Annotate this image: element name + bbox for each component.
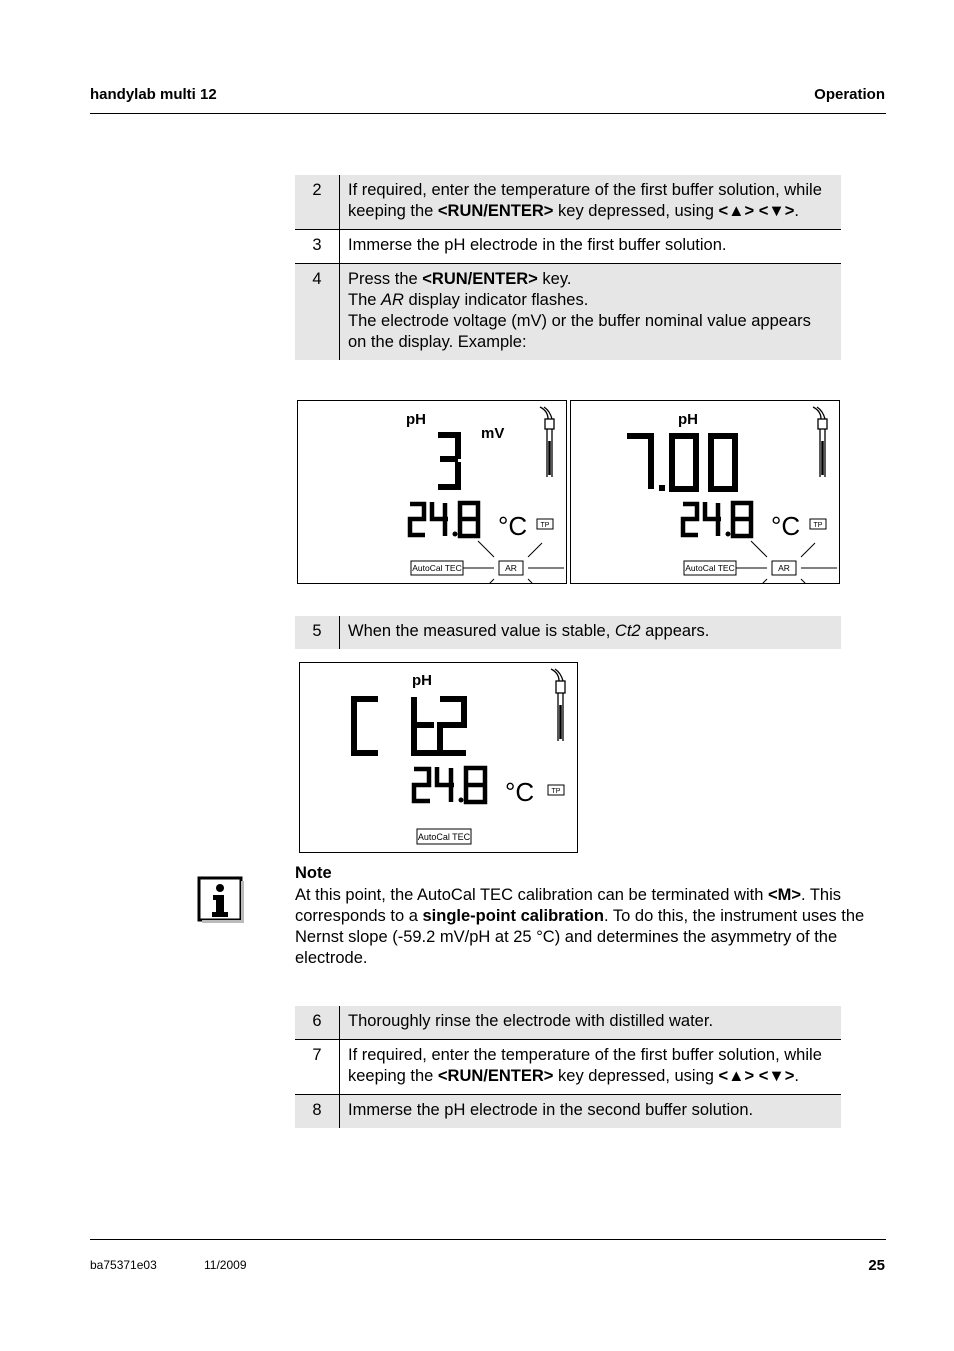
autocal-tec-indicator: AutoCal TEC [685, 563, 735, 573]
step-text: Immerse the pH electrode in the second buffer solution. [340, 1095, 842, 1129]
electrode-icon [813, 407, 827, 477]
running-header-section: Operation [814, 86, 885, 103]
header-rule [90, 113, 886, 114]
degree-c-label: °C [505, 777, 535, 807]
tp-indicator: TP [551, 788, 561, 795]
steps-table-b [295, 1006, 841, 1128]
degree-c-label: °C [771, 511, 801, 541]
step-row [295, 1006, 841, 1040]
step-row [295, 1095, 841, 1129]
autocal-tec-indicator: AutoCal TEC [417, 832, 471, 842]
info-icon [197, 876, 241, 920]
electrode-icon [551, 669, 565, 741]
step-text: If required, enter the temperature of the first buffer solution, while keeping the <RUN/ENTER> key depressed, using <▲> <▼>. [340, 175, 842, 230]
electrode-icon [540, 407, 554, 477]
degree-c-label: °C [498, 511, 528, 541]
main-value: 3 [438, 487, 439, 488]
main-value: 7.00 [627, 489, 629, 490]
step-number: 7 [295, 1040, 340, 1095]
temperature-digits [683, 502, 751, 537]
tp-indicator: TP [540, 522, 550, 529]
tp-indicator: TP [813, 522, 823, 529]
ar-indicator: AR [505, 563, 517, 573]
ar-flash-rays [463, 541, 564, 583]
temperature-value: 24.8 [410, 536, 412, 537]
temperature-digits [414, 767, 485, 803]
step-row [295, 616, 841, 649]
lcd-display-ct2 [299, 662, 578, 853]
step-text: Thoroughly rinse the electrode with distilled water. [340, 1006, 842, 1040]
footer-rule [90, 1239, 886, 1240]
step-number: 8 [295, 1095, 340, 1129]
step-number: 6 [295, 1006, 340, 1040]
step-number: 3 [295, 230, 340, 264]
temperature-value: 24.8 [683, 536, 685, 537]
unit-ph-label: pH [412, 672, 432, 689]
unit-mv-label: mV [481, 425, 505, 442]
main-value: Ct2 [354, 753, 356, 754]
document-number: ba75371e03 [90, 1258, 157, 1272]
unit-ph-label: pH [406, 411, 426, 428]
ar-indicator: AR [778, 563, 790, 573]
page-number: 25 [868, 1257, 885, 1274]
autocal-tec-indicator: AutoCal TEC [412, 563, 462, 573]
step-number: 4 [295, 264, 340, 361]
main-value-digits [354, 697, 466, 753]
main-value-digits [438, 435, 458, 487]
unit-ph-label: pH [678, 411, 698, 428]
step-row [295, 264, 841, 361]
step-row [295, 1040, 841, 1095]
step-number: 5 [295, 616, 340, 649]
temperature-digits [410, 502, 478, 537]
lcd-display-mv [297, 400, 567, 584]
step-row [295, 230, 841, 264]
step-number: 2 [295, 175, 340, 230]
temperature-value: 24.8 [414, 802, 416, 803]
steps-table-step5 [295, 616, 841, 649]
steps-table-a [295, 175, 841, 360]
step-text: If required, enter the temperature of the first buffer solution, while keeping the <RUN/ENTER> key depressed, using <▲> <▼>. [340, 1040, 842, 1095]
ar-flash-rays [736, 541, 837, 583]
step-row [295, 175, 841, 230]
step-text: Immerse the pH electrode in the first buffer solution. [340, 230, 842, 264]
running-header-title: handylab multi 12 [90, 86, 217, 103]
note-title: Note [295, 864, 332, 882]
step-text: Press the <RUN/ENTER> key. The AR display indicator flashes. The electrode voltage (mV) or the buffer nominal value appears on the display. Example: [340, 264, 842, 361]
document-date: 11/2009 [204, 1258, 247, 1272]
note-text: At this point, the AutoCal TEC calibration can be terminated with <M>. This corresponds to a single-point calibration. To do this, the instrument uses the Nernst slope (-59.2 mV/pH at 25 °C) and determines the asymmetry of the electrode. [295, 886, 865, 967]
lcd-display-ph [570, 400, 840, 584]
step-text: When the measured value is stable, Ct2 appears. [340, 616, 842, 649]
main-value-digits [627, 436, 735, 491]
